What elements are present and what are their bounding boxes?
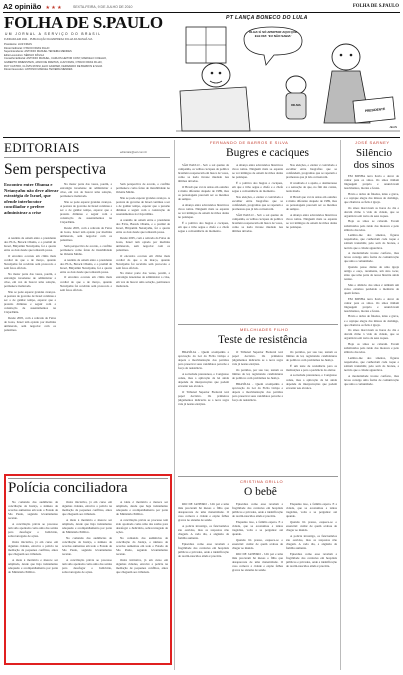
paragraph: Quando há pressa, esquece-se o essencial: cuidar de quem acabou de chegar ao mundo. xyxy=(232,537,283,550)
melchiades-col1 xyxy=(178,350,229,472)
melchiades-title: Teste de resistência xyxy=(218,334,308,346)
paragraph: Na maior parte das vezes, porém, a estratégia israelense de administrar a crise, em vez de buscar uma solução, permanece inalterada. xyxy=(60,182,112,199)
paragraph: O Brasil que vai às urnas em outubro é muito diferente daquele de 1989, mas os personagens parecem ser os mesmos de sempre. xyxy=(286,194,337,211)
barros-col1 xyxy=(178,163,229,320)
paragraph: Sem perspectiva de acordo, o conflito permanece como fonte de instabilidade no Oriente Médio. xyxy=(116,182,170,195)
founded-text: FUNDADA EM 1921 xyxy=(4,37,28,41)
staff-line: Superintendente: ANTONIO MANUEL TEIXEIRA MENDES xyxy=(4,50,72,54)
editorial1-col2 xyxy=(60,182,112,462)
paragraph: A conciliação prévia ao processo tem sido apontada como uma das saídas para desafogar o Judiciário, sobrecarregado de ações. xyxy=(8,521,58,539)
paragraph: A conciliação prévia ao processo tem sido apontada como uma das saídas para desafogar o Judiciário, sobrecarregado de ações. xyxy=(62,557,112,574)
staff-line: Diretor Executivo: ANTONIO MANUEL TEIXEIRA MENDES xyxy=(4,68,73,72)
paragraph: O encontro ocorreu em clima mais cordial do que o de março, quando Netanyahu foi recebido sem protocolo e sem fotos oficiais. xyxy=(116,253,170,270)
paragraph: O Tribunal Superior Eleitoral terá papel decisivo. Os primeiros julgamentos indicarão se a nova regra vale já nestas eleições. xyxy=(232,350,283,367)
founders-text: PUBLICAÇÃO DA EMPRESA FOLHA DA MANHÃ S/A xyxy=(29,37,93,41)
staff-line: GILBERTO DIMENSTEIN, JANIO DE FREITAS, LUIZ FRIAS, OTAVIO FRIAS FILHO, xyxy=(4,60,103,64)
paragraph: A polícia investiga, os funcionários são ouvidos, mas as respostas não chegam. A cada dia, a angústia da família aumenta. xyxy=(178,523,229,541)
paragraph: Havia o dobre de finados, lento e grave, e o repique alegre das missas de domingo, que chamava os fiéis à igreja. xyxy=(344,314,399,327)
editorial2-rule xyxy=(8,478,168,479)
editorial2-col3 xyxy=(116,500,168,660)
grillo-title: O bebê xyxy=(244,486,277,498)
paragraph: O resultado é a apatia, o desinteresse e a sensação de que, no fim das contas, nada muda. xyxy=(286,180,337,194)
stars: ★ ★ ★ xyxy=(45,5,62,11)
paragraph: O Tribunal Superior Eleitoral terá papel decisivo. Os primeiros julgamentos indicarão se a nova regra vale já nestas eleições. xyxy=(178,389,229,407)
paragraph: Episódios como esse revelam a fragilidade dos controles em hospitais públicos e privados, onde a identificação de recém-nascidos ainda é precária. xyxy=(286,551,337,568)
paragraph: No comando das audiências de conciliação da Justiça, o número de acordos aumentou em todo o Estado de São Paulo, segundo levantamento recente. xyxy=(8,500,58,521)
paragraph: É a política dos bugres e caciques, em que a tribo segue o chefe e o chefe segue a conveniência do momento. xyxy=(178,220,229,233)
paragraph: A reunião de ontem entre o presidente dos EUA, Barack Obama, e o premiê de Israel, Binyamin Netanyahu, foi a quarta entre os dois desde que tomaram posse. xyxy=(116,217,170,235)
section-rule xyxy=(178,476,338,477)
paragraph: A modernidade trouxe conforto, mas levou consigo uma forma de comunicação que unia a comunidade. xyxy=(344,251,399,264)
column-divider xyxy=(174,140,175,670)
paragraph: A aliança entre adversários históricos virou rotina. Ninguém mais se espanta ao ver inimigos de ontem de mãos dadas no palanque. xyxy=(232,163,283,180)
paragraph: Episódios como esse revelam a fragilidade dos controles em hospitais públicos e privados, onde a identificação de recém-nascidos ainda é precária. xyxy=(178,541,229,559)
staff-line: Conselho Editorial: ANTONIO MANUEL, CARLOS HEITOR CONY, MARCELO COELHO, xyxy=(4,57,107,61)
paragraph: Lembro-me dos sineiros, figuras respeitadas, que conheciam cada toque e sabiam transmitir, pelo som do bronze, a notícia que a cidade aguardava. xyxy=(344,233,399,250)
paragraph: A ideia é meritória e merece ser ampliada, desde que haja treinamento adequado e acompanhamento por parte do Ministério Público. xyxy=(8,557,58,574)
melchiades-col2 xyxy=(232,350,283,472)
paragraph: A conciliação prévia ao processo tem sido apontada como uma das saídas para desafogar o Judiciário, sobrecarregado de ações. xyxy=(116,517,168,535)
barros-title: Bugres e caciques xyxy=(226,147,310,159)
barros-col2 xyxy=(232,163,283,320)
paragraph: Hoje os sinos se calaram. Foram substituídos pelo ruído dos motores e pelo silêncio das telas. xyxy=(344,341,399,355)
editorial2-title: Polícia conciliadora xyxy=(8,480,128,496)
cartoon-caption: PT LANÇA BONECO DO LULA xyxy=(226,15,308,21)
paragraph: O Brasil que vai às urnas em outubro é muito diferente daquele de 1989, mas os personagens parecem ser os mesmos de sempre. xyxy=(178,184,229,202)
masthead-right: FOLHA DE S.PAULO xyxy=(352,3,399,9)
paragraph: Os partidos, por sua vez, testam os limites da lei, registrando candidaturas de políticos com problemas na Justiça. xyxy=(286,350,337,363)
editoriais-email: editoriais@uol.com.br xyxy=(120,150,148,154)
paragraph: Enquanto isso, a família espera. E a cidade, que se acostumou a tantas tragédias, volta a se perguntar até quando. xyxy=(232,519,283,537)
paragraph: O encontro ocorreu em clima mais cordial do que o de março, quando Netanyahu foi recebido sem protocolo e sem fotos oficiais. xyxy=(60,275,112,292)
paragraph: Hoje os sinos se calaram. Foram substituídos pelo ruído dos motores e pelo silêncio das telas. xyxy=(344,219,399,232)
paragraph: Sem perspectiva de acordo, o conflito permanece como fonte de instabilidade no Oriente Médio. xyxy=(60,243,112,256)
paragraph: EM MINHA terra havia o dever de cantar para os sinos. Os sinos tinham linguagem própria e anunciavam nascimentos, mortes e festas. xyxy=(344,174,399,191)
paragraph: Nas eleições, o eleitor é convidado a escolher entre biografias que se confundem, programas que se repetem e promessas que já não convencem. xyxy=(232,194,283,211)
sarney-byline: JOSÉ SARNEY xyxy=(355,140,390,145)
paragraph: RIO DE JANEIRO - Um pai e uma mãe procuram há meses o filho que desapareceu de uma maternidade. O caso comove a cidade e expõe falhas graves no sistema de saúde. xyxy=(232,551,283,572)
staff-line: RUY CASTRO, CLÓVIS ROSSI, ELIO GASPARI, FERNANDO DE BARROS E SILVA xyxy=(4,64,103,68)
paragraph: Episódios como esse revelam a fragilidade dos controles em hospitais públicos e privados, onde a identificação de recém-nascidos ainda é precária. xyxy=(232,502,283,519)
paragraph: EM MINHA terra havia o dever de cantar para os sinos. Os sinos tinham linguagem própria e anunciavam nascimentos, mortes e festas. xyxy=(344,296,399,313)
section-editoriais: EDITORIAIS xyxy=(4,140,80,155)
staff-presidente: Presidente: LUIZ FRIAS xyxy=(4,43,32,46)
paragraph: Outra iniciativa, já em curso em algumas cidades, envolve a polícia na mediação de pequenos conflitos, antes que cheguem aos tribunais. xyxy=(62,500,112,517)
grillo-byline: CRISTINA GRILLO xyxy=(240,479,284,484)
paragraph: Desde 2005, com a retirada da Faixa de Gaza, Israel tem optado por medidas unilaterais, sem negociar com os palestinos. xyxy=(116,235,170,252)
melchiades-col3 xyxy=(286,350,337,472)
cartoon-sign: DILMA xyxy=(291,103,301,107)
staff-box xyxy=(4,43,172,72)
cartoon-sign2: PRESIDENTE xyxy=(364,106,386,114)
masthead-founded: FUNDADA EM 1921 · PUBLICAÇÃO DA EMPRESA FOLHA DA MANHÃ S/A xyxy=(4,37,93,41)
paragraph: A ideia é meritória e merece ser ampliada, desde que haja treinamento adequado e acompanhamento por parte do Ministério Público. xyxy=(62,517,112,535)
editorial1-col1 xyxy=(4,236,56,462)
staff-editor: Diretor Editorial: OTAVIO FRIAS FILHO xyxy=(4,46,50,50)
paragraph: Quando passo diante de uma igreja antiga e ouço, raramente, um sino tocar, sinto que uma parte da nossa história ainda resiste. xyxy=(344,264,399,282)
sarney-col xyxy=(344,174,399,667)
paragraph: Não se pode esperar grandes avanços. A postura do governo de Israel continua a ser a de ganhar tempo, esperar que a pressão diminua e seguir com a construção de assentamentos na Cisjordânia. xyxy=(4,289,56,315)
paragraph: SÃO PAULO - Sob o sol quente da campanha, os velhos caciques da política brasileira reaparecem em busca de votos, como se nada tivesse mudado nas últimas décadas. xyxy=(232,212,283,233)
grillo-col3 xyxy=(286,502,337,667)
melchiades-byline: MELCHIADES FILHO xyxy=(240,327,289,332)
paragraph: BRASÍLIA - Quem acompanha a aprovação da Lei da Ficha Limpa e depois a movimentação dos partidos para preservar seus candidatos percebe a força da resistência. xyxy=(178,350,229,371)
page-label-text: A2 opinião xyxy=(3,2,42,11)
paragraph: Os sinos marcavam as horas do dia e davam ritmo à vida da cidade, que se organizava em torno de seus toques. xyxy=(344,205,399,218)
paragraph: Desde 2005, com a retirada da Faixa de Gaza, Israel tem optado por medidas unilaterais, sem negociar com os palestinos. xyxy=(4,315,56,332)
paragraph: Havia o dobre de finados, lento e grave, e o repique alegre das missas de domingo, que chamava os fiéis à igreja. xyxy=(344,191,399,205)
cartoon xyxy=(176,13,400,135)
barros-byline: FERNANDO DE BARROS E SILVA xyxy=(210,140,289,145)
paragraph: BRASÍLIA - Quem acompanha a aprovação da Lei da Ficha Limpa e depois a movimentação dos partidos para preservar seus candidatos percebe a força da resistência. xyxy=(232,381,283,403)
paragraph: A polícia investiga, os funcionários são ouvidos, mas as respostas não chegam. A cada dia, a angústia da família aumenta. xyxy=(286,533,337,550)
paragraph: Lembro-me dos sineiros, figuras respeitadas, que conheciam cada toque e sabiam transmitir, pelo som do bronze, a notícia que a cidade aguardava. xyxy=(344,355,399,373)
paragraph: A aliança entre adversários históricos virou rotina. Ninguém mais se espanta ao ver inimigos de ontem de mãos dadas no palanque. xyxy=(178,202,229,220)
paragraph: Não se pode esperar grandes avanços. A postura do governo de Israel continua a ser a de ganhar tempo, esperar que a pressão diminua e seguir com a construção de assentamentos na Cisjordânia. xyxy=(60,199,112,225)
paragraph: É um teste de resistência para as instituições e para a paciência do eleitor. xyxy=(286,363,337,372)
paragraph: RIO DE JANEIRO - Um pai e uma mãe procuram há meses o filho que desapareceu de uma maternidade. O caso comove a cidade e expõe falhas graves no sistema de saúde. xyxy=(178,502,229,523)
paragraph: Os partidos, por sua vez, testam os limites da lei, registrando candidaturas de políticos com problemas na Justiça. xyxy=(232,367,283,381)
paragraph: Os sinos marcavam as horas do dia e davam ritmo à vida da cidade, que se organizava em torno de seus toques. xyxy=(344,328,399,341)
barros-col3 xyxy=(286,163,337,320)
editoriais-rule xyxy=(4,157,170,158)
paragraph: A ideia é meritória e merece ser ampliada, desde que haja treinamento adequado e acompanhamento por parte do Ministério Público. xyxy=(116,500,168,517)
sarney-title: Silêncio dos sinos xyxy=(353,147,395,171)
paragraph: Na maior parte das vezes, porém, a estratégia israelense de administrar a crise, em vez de buscar uma solução, permanece inalterada. xyxy=(4,271,56,289)
paragraph: A sociedade pressionou, o Congresso cedeu, mas a aplicação da lei ainda depende de interpretações que podem esvaziar seu alcance. xyxy=(178,371,229,389)
grillo-col1 xyxy=(178,502,229,667)
page-label xyxy=(3,2,62,11)
paragraph: A sociedade pressionou, o Congresso cedeu, mas a aplicação da lei ainda depende de interpretações que podem esvaziar seu alcance. xyxy=(286,373,337,390)
paragraph: Na maior parte das vezes, porém, a estratégia israelense de administrar a crise, em vez de buscar uma solução, permanece inalterada. xyxy=(116,271,170,288)
section-rule xyxy=(178,324,338,325)
paragraph: Nas eleições, o eleitor é convidado a escolher entre biografias que se confundem, programas que se repetem e promessas que já não convencem. xyxy=(286,163,337,180)
paragraph: Não se pode esperar grandes avanços. A postura do governo de Israel continua a ser a de ganhar tempo, esperar que a pressão diminua e seguir com a construção de assentamentos na Cisjordânia. xyxy=(116,195,170,217)
paragraph: No comando das audiências de conciliação da Justiça, o número de acordos aumentou em todo o Estado de São Paulo, segundo levantamento recente. xyxy=(62,535,112,557)
paragraph: Outra iniciativa, já em curso em algumas cidades, envolve a polícia na mediação de pequenos conflitos, antes que cheguem aos tribunais. xyxy=(116,557,168,574)
editorial1-title: Sem perspectiva xyxy=(4,161,107,178)
masthead-tagline: UM JORNAL A SERVIÇO DO BRASIL xyxy=(5,32,102,36)
paragraph: A aliança entre adversários históricos virou rotina. Ninguém mais se espanta ao ver inimigos de ontem de mãos dadas no palanque. xyxy=(286,212,337,229)
editorial2-col2 xyxy=(62,500,112,660)
paragraph: A reunião de ontem entre o presidente dos EUA, Barack Obama, e o premiê de Israel, Binyamin Netanyahu, foi a quarta entre os dois desde que tomaram posse. xyxy=(60,257,112,274)
editorial1-col3 xyxy=(116,182,170,462)
editorial1-lead: Encontro entre Obama e Netanyahu não deve alterar estratégia de Israel, que ofende interlocutor conciliador e prefere administrar a crise xyxy=(4,182,59,215)
paragraph: Enquanto isso, a família espera. E a cidade, que se acostumou a tantas tragédias, volta a se perguntar até quando. xyxy=(286,502,337,519)
cartoon-credit: JEAN xyxy=(389,125,397,129)
mid-rule xyxy=(3,137,400,138)
paragraph: Outra iniciativa, já em curso em algumas cidades, envolve a polícia na mediação de pequenos conflitos, antes que cheguem aos tribunais. xyxy=(8,539,58,557)
paragraph: SÃO PAULO - Sob o sol quente da campanha, os velhos caciques da política brasileira reaparecem em busca de votos, como se nada tivesse mudado nas últimas décadas. xyxy=(178,163,229,184)
paragraph: Mas o silêncio dos sinos é também um aviso: estamos perdendo a memória de quem fomos. xyxy=(344,282,399,295)
paragraph: A modernidade trouxe conforto, mas levou consigo uma forma de comunicação que unia a comunidade. xyxy=(344,373,399,386)
editorial2-col1 xyxy=(8,500,58,660)
paragraph: A reunião de ontem entre o presidente dos EUA, Barack Obama, e o premiê de Israel, Binyamin Netanyahu, foi a quarta entre os dois desde que tomaram posse. xyxy=(4,236,56,253)
paragraph: É a política dos bugres e caciques, em que a tribo segue o chefe e o chefe segue a conveniência do momento. xyxy=(232,180,283,194)
column-divider xyxy=(340,140,341,670)
page-date: SEXTA-FEIRA, 9 DE JULHO DE 2010 xyxy=(73,4,133,9)
paragraph: O encontro ocorreu em clima mais cordial do que o de março, quando Netanyahu foi recebido sem protocolo e sem fotos oficiais. xyxy=(4,253,56,271)
paragraph: No comando das audiências de conciliação da Justiça, o número de acordos aumentou em todo o Estado de São Paulo, segundo levantamento recente. xyxy=(116,535,168,557)
masthead: FOLHA DE S.PAULO xyxy=(4,13,163,32)
paragraph: Desde 2005, com a retirada da Faixa de Gaza, Israel tem optado por medidas unilaterais, sem negociar com os palestinos. xyxy=(60,225,112,243)
staff-line: Editor-executivo: SÉRGIO DÁVILA xyxy=(4,53,45,57)
cartoon-bubble-text: OLHA! É SÓ APERTAR AQUI QUE ELE DIZ: 'EU NÃO SABIA' xyxy=(248,30,298,38)
paragraph: Quando há pressa, esquece-se o essencial: cuidar de quem acabou de chegar ao mundo. xyxy=(286,519,337,533)
grillo-col2 xyxy=(232,502,283,667)
